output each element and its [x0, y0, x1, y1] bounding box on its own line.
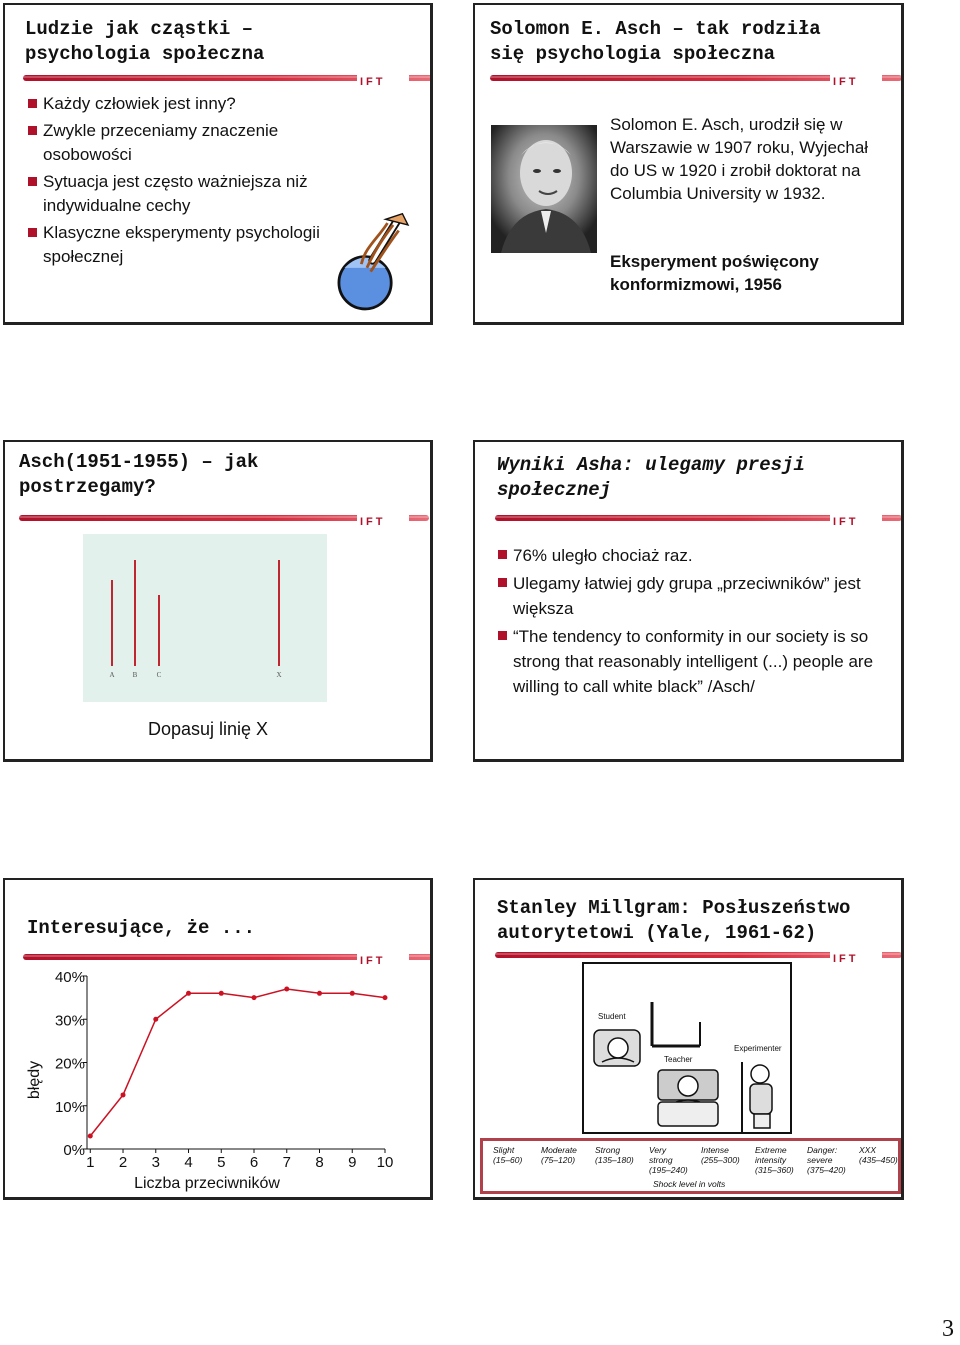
bullet-list	[27, 92, 357, 272]
bio-text: Solomon E. Asch, urodził się w Warszawie w 1907 roku, Wyjechał do US w 1920 i zrobił doktorat na Columbia University w 1932.	[610, 115, 869, 203]
slide-6	[473, 878, 904, 1200]
shock-level-name: Danger:	[807, 1145, 838, 1155]
teacher-figure	[658, 1070, 718, 1126]
chart-point	[153, 1017, 158, 1022]
ift-logo	[357, 515, 409, 527]
list-item: 76% uległo chociaż raz.	[497, 543, 897, 568]
slide-4	[473, 440, 904, 762]
list-item: “The tendency to conformity in our society is so strong that reasonably intelligent (...) people are willing to call white black” /Asch/	[497, 624, 897, 699]
flask-illustration	[330, 210, 430, 322]
svg-text:IFT: IFT	[360, 955, 386, 966]
shock-level-range: (75–120)	[541, 1155, 576, 1165]
label-experimenter: Experimenter	[734, 1044, 782, 1053]
chart-xtick-label: 1	[86, 1154, 95, 1171]
slide-title: Wyniki Asha: ulegamy presji społecznej	[497, 454, 805, 501]
shock-level-name: Slight	[493, 1145, 515, 1155]
chart-point	[284, 986, 289, 991]
chart-xtick-label: 3	[151, 1154, 160, 1171]
shock-scale	[483, 1141, 898, 1191]
chart-point	[121, 1092, 126, 1097]
list-item: Każdy człowiek jest inny?	[27, 92, 357, 116]
chart-xtick-label: 8	[315, 1154, 324, 1171]
line-label-c: C	[156, 671, 162, 679]
slide-title: Ludzie jak cząstki – psychologia społeczna	[25, 18, 265, 65]
shock-level-range: (255–300)	[701, 1155, 740, 1165]
ift-logo	[830, 952, 882, 964]
slide-5	[3, 878, 433, 1200]
milgram-setup-illustration	[582, 962, 792, 1134]
shock-level-range: (375–420)	[807, 1165, 846, 1175]
chart-ytick-label: 30%	[54, 1012, 85, 1030]
shock-scale-panel	[480, 1138, 901, 1194]
slide-1	[3, 3, 433, 325]
line-label-b: B	[132, 671, 138, 679]
bullet-list	[497, 543, 897, 702]
chart-series-line	[90, 989, 385, 1136]
chart-point	[186, 991, 191, 996]
ift-logo	[830, 515, 882, 527]
slide-title: Stanley Millgram: Posłuszeństwo autorytetowi (Yale, 1961-62)	[497, 897, 851, 944]
list-item: Ulegamy łatwiej gdy grupa „przeciwników” jest większa	[497, 571, 897, 621]
ift-logo	[830, 75, 882, 87]
chart-ylabel: błędy	[26, 1060, 43, 1100]
conformity-errors-chart	[5, 964, 429, 1194]
svg-text:IFT: IFT	[833, 516, 859, 527]
list-item: Klasyczne eksperymenty psychologii społecznej	[27, 221, 357, 269]
ift-logo	[357, 75, 409, 87]
svg-text:IFT: IFT	[833, 76, 859, 87]
shock-level-name: Strong	[595, 1145, 621, 1155]
slide-title: Solomon E. Asch – tak rodziła się psychologia społeczna	[490, 18, 821, 65]
chart-point	[383, 995, 388, 1000]
chart-xtick-label: 2	[118, 1154, 128, 1171]
chart-point	[219, 991, 224, 996]
slide-2	[473, 3, 904, 325]
label-student: Student	[598, 1012, 626, 1021]
chart-xlabel: Liczba przeciwników	[134, 1175, 280, 1192]
line-label-x: X	[276, 671, 282, 679]
shock-level-name: strong	[649, 1155, 673, 1165]
shock-level-name: severe	[807, 1155, 833, 1165]
chart-xtick-label: 10	[376, 1154, 394, 1171]
shock-level-range: (435–450)	[859, 1155, 898, 1165]
experimenter-figure	[750, 1065, 772, 1128]
shock-level-name: Extreme	[755, 1145, 787, 1155]
chart-point	[317, 991, 322, 996]
chart-point	[88, 1134, 93, 1139]
svg-text:IFT: IFT	[360, 76, 386, 87]
chart-ytick-label: 20%	[54, 1055, 85, 1073]
slide-title: Interesujące, że ...	[27, 917, 256, 939]
chart-ytick-label: 40%	[54, 969, 85, 986]
chart-ytick-label: 10%	[54, 1098, 85, 1116]
chart-xtick-label: 4	[184, 1154, 193, 1171]
experiment-highlight: Eksperyment poświęcony konformizmowi, 1956	[610, 252, 819, 294]
label-teacher: Teacher	[664, 1055, 693, 1064]
chart-ytick-label: 0%	[63, 1142, 85, 1159]
line-label-a: A	[109, 671, 115, 679]
asch-portrait-photo	[491, 125, 597, 253]
svg-text:IFT: IFT	[833, 953, 859, 964]
shock-level-range: (195–240)	[649, 1165, 688, 1175]
chart-xtick-label: 7	[282, 1154, 291, 1171]
svg-text:IFT: IFT	[360, 516, 386, 527]
shock-level-name: Moderate	[541, 1145, 577, 1155]
page-number: 3	[942, 1316, 954, 1342]
shock-level-name: Intense	[701, 1145, 729, 1155]
shock-level-name: XXX	[859, 1145, 877, 1155]
shock-level-range: (315–360)	[755, 1165, 794, 1175]
shock-level-name: intensity	[755, 1155, 787, 1165]
student-figure	[594, 1030, 640, 1066]
shock-level-name: Very	[649, 1145, 667, 1155]
chart-xtick-label: 9	[348, 1154, 357, 1171]
shock-level-range: (135–180)	[595, 1155, 634, 1165]
list-item: Sytuacja jest często ważniejsza niż indywidualne cechy	[27, 170, 357, 218]
chart-xtick-label: 5	[217, 1154, 226, 1171]
chart-xtick-label: 6	[249, 1154, 259, 1171]
shock-scale-caption: Shock level in volts	[653, 1179, 726, 1189]
slide-3	[3, 440, 433, 762]
asch-lines-figure	[83, 534, 327, 702]
slide-title: Asch(1951-1955) – jak postrzegamy?	[19, 451, 259, 498]
shock-level-range: (15–60)	[493, 1155, 523, 1165]
list-item: Zwykle przeceniamy znaczenie osobowości	[27, 119, 357, 167]
chart-point	[252, 995, 257, 1000]
chart-point	[350, 991, 355, 996]
figure-caption: Dopasuj linię X	[148, 719, 269, 739]
